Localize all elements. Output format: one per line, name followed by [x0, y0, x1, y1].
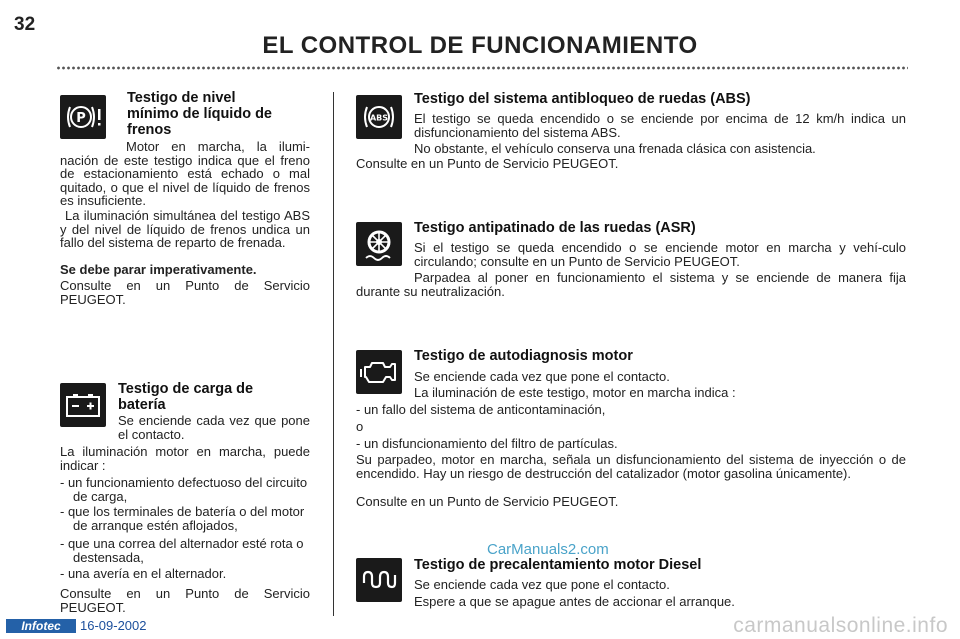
battery-list-item: - que una correa del alternador esté rota o destensada,: [60, 536, 304, 565]
diesel-paragraph-2: Espere a que se apague antes de accionar el arranque.: [414, 594, 735, 609]
glow-plug-icon: [356, 558, 402, 602]
engine-paragraph-4: Consulte en un Punto de Servicio PEUGEOT.: [356, 494, 619, 509]
battery-list-item: - que los terminales de batería o del motor de arranque estén aflojados,: [60, 504, 305, 533]
engine-paragraph-3: Su parpadeo, motor en marcha, señala un disfuncionamiento del sistema de inyección o de encendido. Hay un riesgo de destrucción del catalizador (motor gasolina únicamente).: [356, 452, 906, 481]
watermark-link[interactable]: CarManuals2.com: [487, 541, 609, 558]
page-number: 32: [14, 14, 36, 35]
battery-title: Testigo de carga de batería: [118, 381, 254, 413]
battery-icon: [60, 383, 106, 427]
svg-text:ABS: ABS: [369, 113, 389, 123]
brake-paragraph-2: La iluminación simultánea del testigo ABS y del nivel de líquido de frenos undica un fallo del sistema de reparto de frenada.: [60, 208, 310, 250]
asr-title: Testigo antipatinado de las ruedas (ASR): [414, 220, 696, 236]
footer-date: 16-09-2002: [80, 618, 147, 633]
asr-icon: [356, 222, 402, 266]
brake-warning-title: Testigo de nivel mínimo de líquido de frenos: [127, 90, 272, 138]
infotec-logo: Infotec: [6, 619, 76, 633]
column-divider: [333, 92, 334, 616]
abs-paragraph-1: El testigo se queda encendido o se enciende por encima de 12 km/h indica un disfuncionamiento del sistema ABS.: [414, 111, 906, 140]
engine-title: Testigo de autodiagnosis motor: [414, 348, 633, 364]
engine-paragraph-2: La iluminación de este testigo, motor en marcha indica :: [414, 385, 736, 400]
brake-paragraph-4: Consulte en un Punto de Servicio PEUGEOT.: [60, 278, 310, 307]
engine-list-item: - un disfuncionamiento del filtro de partículas.: [356, 436, 618, 451]
battery-paragraph-2: La iluminación motor en marcha, puede indicar :: [60, 444, 310, 473]
diesel-title: Testigo de precalentamiento motor Diesel: [414, 557, 702, 573]
brake-warning-emphasis: Se debe parar imperativamente.: [60, 262, 257, 277]
abs-title: Testigo del sistema antibloqueo de ruedas (ABS): [414, 91, 751, 107]
battery-list-item: - una avería en el alternador.: [60, 566, 227, 581]
svg-text:P: P: [76, 111, 86, 126]
battery-list-item: - un funcionamiento defectuoso del circuito de carga,: [60, 475, 308, 504]
asr-paragraph-1: Si el testigo se queda encendido o se enciende motor en marcha y vehí-culo circulando; consulte en un Punto de Servicio PEUGEOT.: [414, 240, 906, 269]
abs-icon: [356, 95, 402, 139]
diesel-paragraph-1: Se enciende cada vez que pone el contacto.: [414, 577, 670, 592]
asr-paragraph-2: Parpadea al poner en funcionamiento el sistema y se enciende de manera fija durante su neutralización.: [356, 270, 906, 299]
engine-icon: [356, 350, 402, 394]
footer-site-link[interactable]: carmanualsonline.info: [733, 614, 948, 637]
engine-list-item: - un fallo del sistema de anticontaminación,: [356, 402, 606, 417]
abs-paragraph-3: Consulte en un Punto de Servicio PEUGEOT.: [356, 156, 619, 171]
brake-warning-icon: [60, 95, 106, 139]
page-title: EL CONTROL DE FUNCIONAMIENTO: [262, 32, 698, 59]
engine-list-item: o: [356, 419, 364, 434]
battery-paragraph-3: Consulte en un Punto de Servicio PEUGEOT.: [60, 586, 310, 615]
dotted-divider: [56, 66, 908, 70]
brake-paragraph-1: Motor en marcha, la ilumi-nación de este testigo indica que el freno de estacionamiento está echado o mal quitado, o que el nivel de líquido de frenos es insuficiente.: [60, 139, 310, 208]
abs-paragraph-2: No obstante, el vehículo conserva una frenada clásica con asistencia.: [414, 141, 816, 156]
battery-paragraph-1: Se enciende cada vez que pone el contacto.: [118, 413, 310, 442]
engine-paragraph-1: Se enciende cada vez que pone el contacto.: [414, 369, 670, 384]
